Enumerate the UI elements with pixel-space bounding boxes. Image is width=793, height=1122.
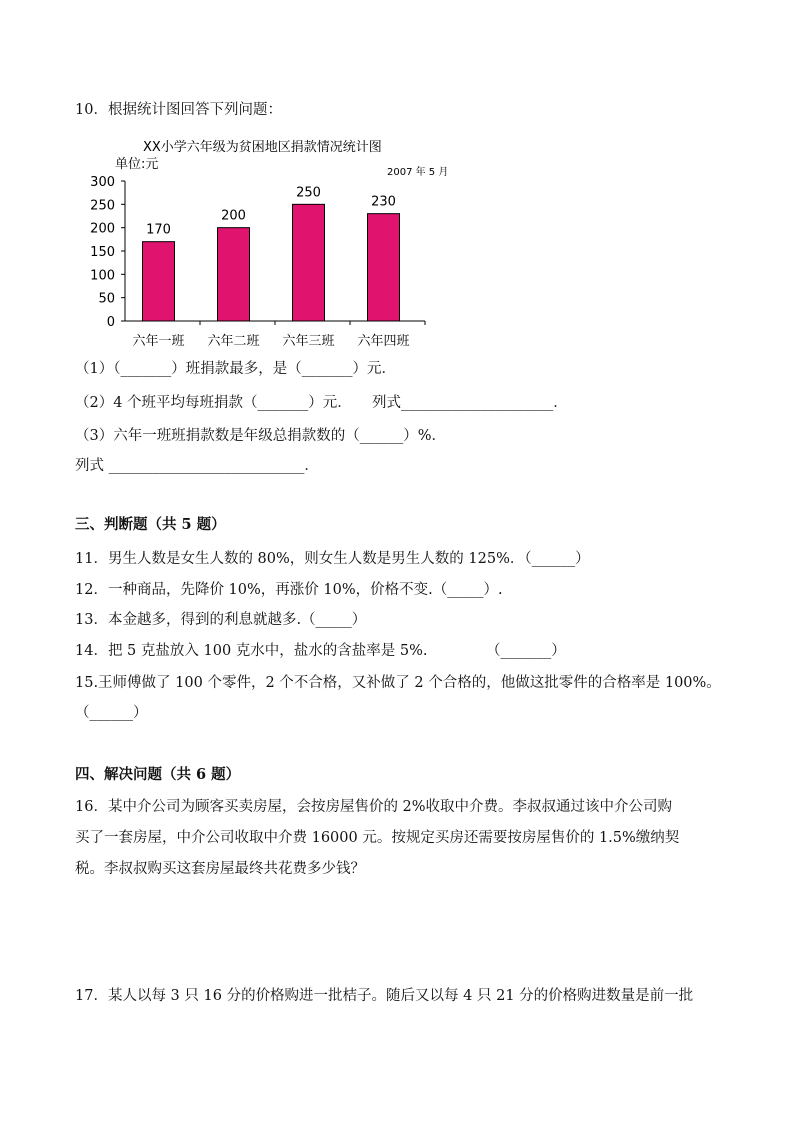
x-category-label: 六年三班 — [282, 334, 335, 349]
question-10-sub2-formula: 列式_____________________． — [372, 395, 568, 411]
bar-3 — [293, 204, 325, 321]
x-category-label: 六年四班 — [357, 334, 410, 349]
question-16-line-1: 16．某中介公司为顾客买卖房屋，会按房屋售价的 2%收取中介费。李叔叔通过该中介公司购 — [75, 799, 673, 815]
question-11: 11．男生人数是女生人数的 80%，则女生人数是男生人数的 125%．（______） — [75, 551, 590, 567]
chart-title: XX小学六年级为贫困地区捐款情况统计图 — [143, 140, 382, 155]
y-tick-label: 50 — [98, 291, 115, 307]
question-16-line-3: 税。李叔叔购买这套房屋最终共花费多少钱？ — [75, 861, 365, 877]
x-category-label: 六年二班 — [207, 334, 260, 349]
question-10-sub1: （1）（_______）班捐款最多，是（_______）元． — [75, 361, 396, 377]
question-15-blank: （______） — [75, 705, 148, 721]
section-3-heading: 三、判断题（共 5 题） — [75, 516, 226, 533]
bar-value-label: 250 — [296, 185, 321, 201]
x-category-label: 六年一班 — [132, 334, 185, 349]
bar-chart — [60, 135, 480, 355]
bar-1 — [143, 242, 175, 321]
y-tick-label: 150 — [90, 245, 115, 260]
y-tick-label: 0 — [106, 315, 115, 330]
chart-date-label: 2007 年 5 月 — [387, 167, 449, 178]
y-tick-label: 250 — [90, 198, 115, 214]
bar-value-label: 230 — [371, 194, 396, 210]
y-tick-label: 300 — [90, 175, 115, 190]
question-16-line-2: 买了一套房屋，中介公司收取中介费 16000 元。按规定买房还需要按房屋售价的 1.5%缴纳契 — [75, 830, 680, 846]
bar-4 — [368, 214, 400, 321]
bar-2 — [218, 228, 250, 321]
y-tick-label: 100 — [90, 268, 115, 284]
question-10-sub3: （3）六年一班班捐款数是年级总捐款数的（______）%． — [75, 428, 447, 444]
question-14-blank: （_______） — [486, 643, 566, 659]
question-10-sub2: （2）4 个班平均每班捐款（_______）元． — [75, 395, 352, 411]
y-tick-label: 200 — [90, 221, 115, 237]
question-15: 15.王师傅做了 100 个零件，2 个不合格，又补做了 2 个合格的，他做这批零件的合格率是 100%。 — [75, 675, 721, 691]
question-10-sub3-formula: 列式 ___________________________． — [75, 458, 319, 474]
question-17-line-1: 17．某人以每 3 只 16 分的价格购进一批桔子。随后又以每 4 只 21 分的价格购进数量是前一批 — [75, 988, 694, 1004]
section-4-heading: 四、解决问题（共 6 题） — [75, 766, 241, 783]
question-10-intro: 10．根据统计图回答下列问题： — [75, 102, 282, 118]
chart-unit-label: 单位:元 — [115, 157, 159, 172]
question-13: 13．本金越多，得到的利息就越多.（_____） — [75, 612, 367, 628]
bar-value-label: 200 — [221, 208, 246, 224]
bar-value-label: 170 — [146, 222, 171, 238]
question-12: 12．一种商品，先降价 10%，再涨价 10%，价格不变.（_____）. — [75, 582, 503, 598]
question-14: 14．把 5 克盐放入 100 克水中，盐水的含盐率是 5%. — [75, 643, 428, 659]
